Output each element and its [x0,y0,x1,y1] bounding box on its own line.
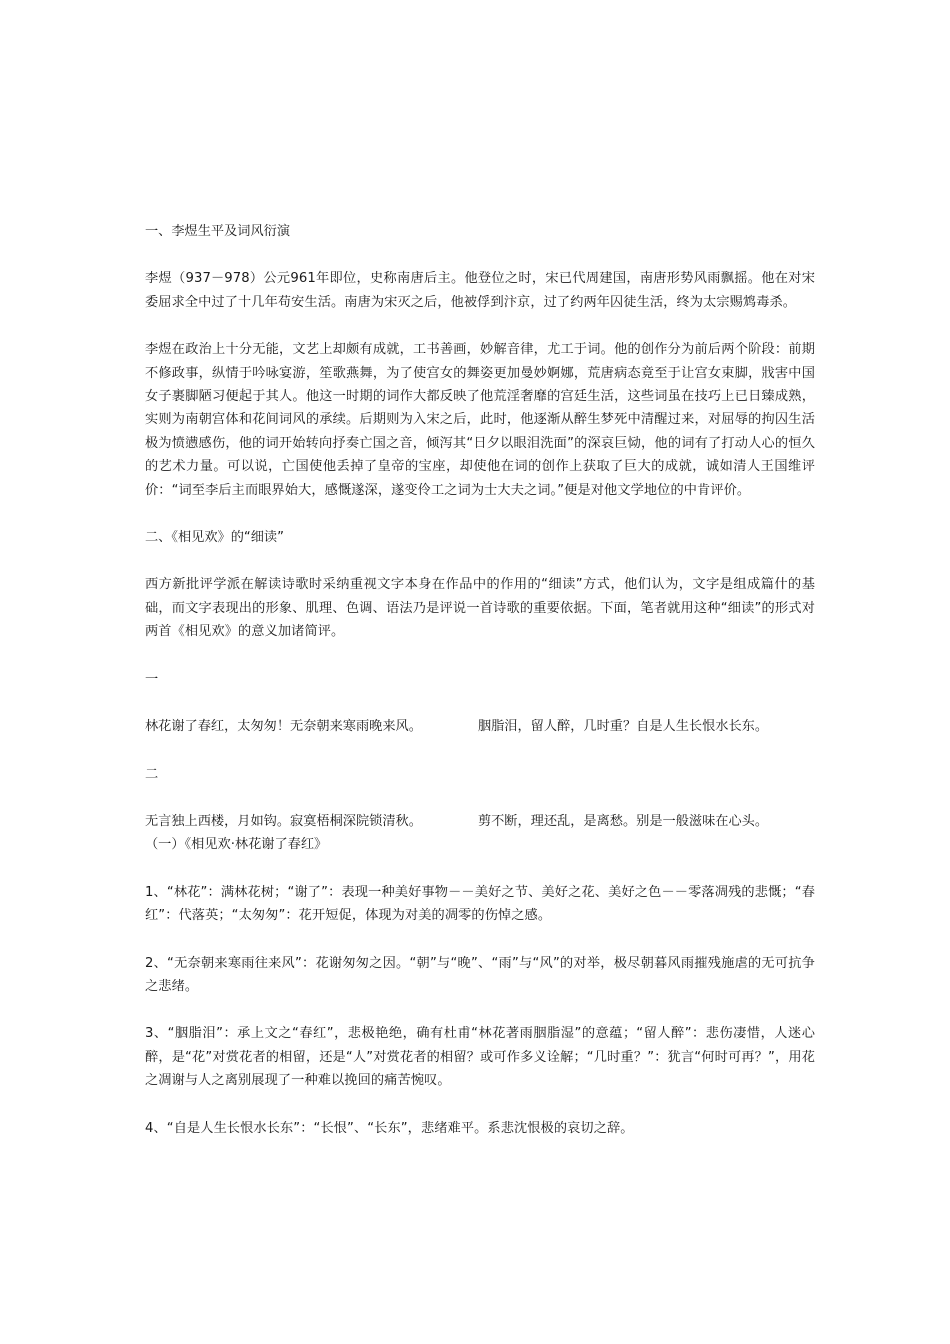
sub-heading-poem-1: （一）《相见欢·林花谢了春红》 [145,837,328,853]
section-heading-1: 一、李煜生平及词风衍演 [145,224,291,239]
paragraph-style-evolution: 李煜在政治上十分无能，文艺上却颇有成就，工书善画，妙解音律，尤工于词。他的创作分为前后两个阶段：前期不修政事，纵情于吟咏宴游，笙歌燕舞，为了使宫女的舞姿更加曼妙婀娜，荒唐病态竟至于让宫女束脚，戕害中国女子裹脚陋习便起于其人。他这一时期的词作大都反映了他荒淫奢靡的宫廷生活，这些词虽在技巧上已日臻成熟，实则为南朝宫体和花间词风的承续。后期则为入宋之后，此时，他逐渐从醉生梦死中清醒过来，对屈辱的拘囚生活极为愤懑感伤，他的词开始转向抒奏亡国之音，倾泻其“日夕以眼泪洗面”的深哀巨恸，他的词有了打动人心的恒久的艺术力量。可以说，亡国使他丢掉了皇帝的宝座，却使他在词的创作上获取了巨大的成就，诚如清人王国维评价：“词至李后主而眼界始大，感慨遂深，遂变伶工之词为士大夫之词。”便是对他文学地位的中肯评价。 [145,342,815,498]
poem-2-first-stanza: 无言独上西楼，月如钩。寂寞梧桐深院锁清秋。 [145,813,422,829]
poem-1 [145,715,815,738]
note-1: 1、“林花”：满林花树；“谢了”：表现一种美好事物－－美好之节、美好之花、美好之色－－零落凋残的悲慨；“春红”：代落英；“太匆匆”：花开短促，体现为对美的凋零的伤悼之感。 [145,884,815,924]
document-body [145,220,815,1164]
poem-2 [145,810,815,833]
poem-number-1: 一 [145,671,159,687]
poem-2-second-stanza: 剪不断，理还乱，是离愁。别是一般滋味在心头。 [477,813,769,829]
section-heading-2: 二、《相见欢》的“细读” [145,530,284,546]
poem-number-2: 二 [145,766,159,782]
poem-1-second-stanza: 胭脂泪，留人醉，几时重？自是人生长恨水长东。 [477,719,769,735]
note-2: 2、“无奈朝来寒雨往来风”：花谢匆匆之因。“朝”与“晚”、“雨”与“风”的对举，极尽朝暮风雨摧残施虐的无可抗争之悲绪。 [145,955,815,994]
note-4: 4、“自是人生长恨水长东”：“长恨”、“长东”，悲绪难平。系悲沈恨极的哀切之辞。 [145,1120,634,1136]
paragraph-biography: 李煜（937－978）公元961年即位，史称南唐后主。他登位之时，宋已代周建国，南唐形势风雨飘摇。他在对宋委屈求全中过了十几年苟安生活。南唐为宋灭之后，他被俘到汴京，过了约两年囚徒生活，终为太宗赐鸩毒杀。 [145,271,815,310]
poem-1-first-stanza: 林花谢了春红，太匆匆！无奈朝来寒雨晚来风。 [145,719,422,735]
note-3: 3、“胭脂泪”：承上文之“春红”，悲极艳绝，确有杜甫“林花著雨胭脂湿”的意蕴；“留人醉”：悲伤凄惜，人迷心醉，是“花”对赏花者的相留，还是“人”对赏花者的相留？或可作多义诠解；“几时重？”：犹言“何时可再？”，用花之凋谢与人之离别展现了一种难以挽回的痛苦惋叹。 [145,1026,815,1089]
paragraph-close-reading: 西方新批评学派在解读诗歌时采纳重视文字本身在作品中的作用的“细读”方式，他们认为，文字是组成篇什的基础，而文字表现出的形象、肌理、色调、语法乃是评说一首诗歌的重要依据。下面，笔者就用这种“细读”的形式对两首《相见欢》的意义加诸简评。 [145,577,815,640]
